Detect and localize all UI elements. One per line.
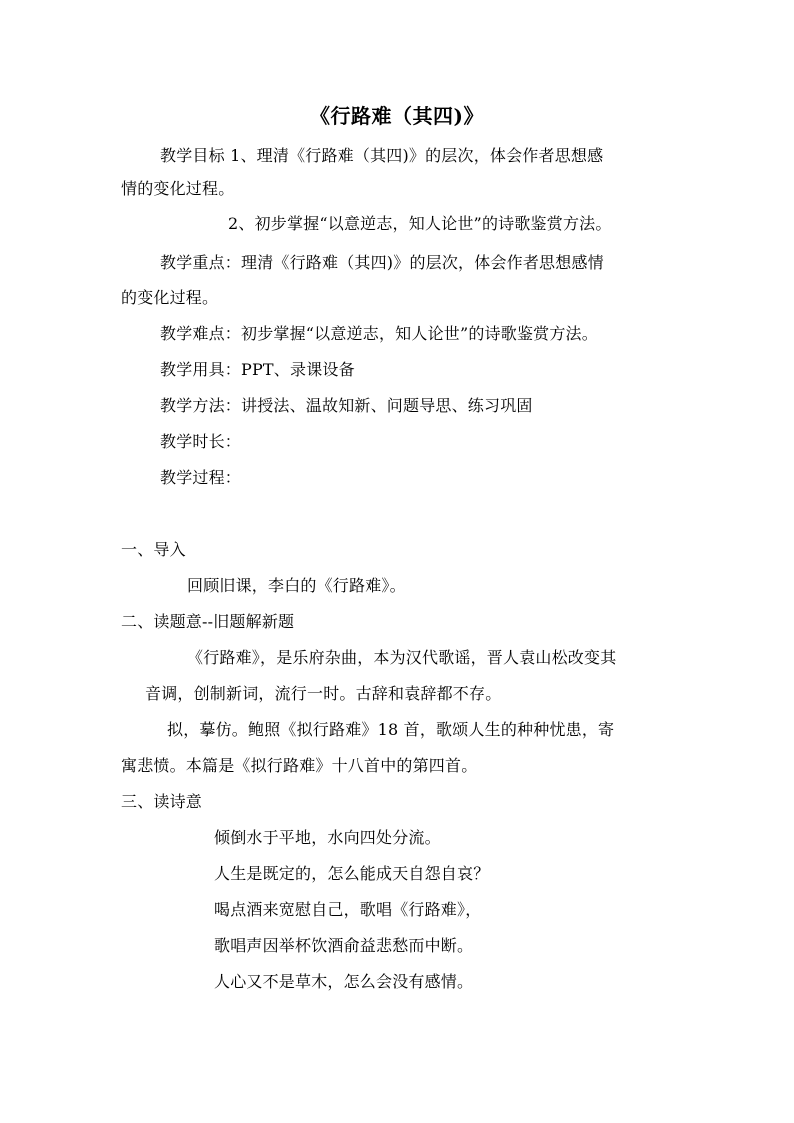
section-2-para-1-line-1: 《行路难》，是乐府杂曲，本为汉代歌谣，晋人袁山松改变其 bbox=[187, 648, 617, 667]
section-2-para-2-line-2: 寓悲愤。本篇是《拟行路难》十八首中的第四首。 bbox=[121, 756, 478, 775]
process-line: 教学过程： bbox=[160, 468, 242, 487]
section-3-heading: 三、读诗意 bbox=[121, 792, 203, 811]
tools-line: 教学用具：PPT、录课设备 bbox=[160, 360, 355, 379]
key-points-line-2: 的变化过程。 bbox=[121, 288, 219, 307]
poem-line: 人心又不是草木，怎么会没有感情。 bbox=[214, 972, 474, 991]
section-1-heading: 一、导入 bbox=[121, 540, 186, 559]
objectives-line-3: 2、初步掌握“以意逆志，知人论世”的诗歌鉴赏方法。 bbox=[228, 214, 612, 233]
methods-line: 教学方法：讲授法、温故知新、问题导思、练习巩固 bbox=[160, 396, 533, 415]
poem-line: 歌唱声因举杯饮酒俞益悲愁而中断。 bbox=[214, 936, 474, 955]
key-points-line-1: 教学重点：理清《行路难（其四)》的层次，体会作者思想感情 bbox=[160, 253, 604, 272]
section-2-para-1-line-2: 音调，创制新词，流行一时。古辞和袁辞都不存。 bbox=[145, 684, 502, 703]
section-2-heading: 二、读题意--旧题解新题 bbox=[121, 612, 295, 631]
section-1-body: 回顾旧课，李白的《行路难》。 bbox=[187, 576, 406, 595]
poem-line: 倾倒水于平地，水向四处分流。 bbox=[214, 828, 441, 847]
objectives-line-2: 情的变化过程。 bbox=[121, 179, 235, 198]
document-title: 《行路难（其四)》 bbox=[310, 104, 484, 128]
difficulty-line: 教学难点：初步掌握“以意逆志，知人论世”的诗歌鉴赏方法。 bbox=[160, 324, 598, 343]
duration-line: 教学时长： bbox=[160, 432, 242, 451]
section-2-para-2-line-1: 拟，摹仿。鲍照《拟行路难》18 首，歌颂人生的种种忧患，寄 bbox=[167, 720, 615, 739]
objectives-line-1: 教学目标 1、理清《行路难（其四)》的层次，体会作者思想感 bbox=[160, 146, 604, 165]
poem-line: 喝点酒来宽慰自己，歌唱《行路难》， bbox=[214, 900, 482, 919]
poem-line: 人生是既定的，怎么能成天自怨自哀？ bbox=[214, 864, 490, 883]
